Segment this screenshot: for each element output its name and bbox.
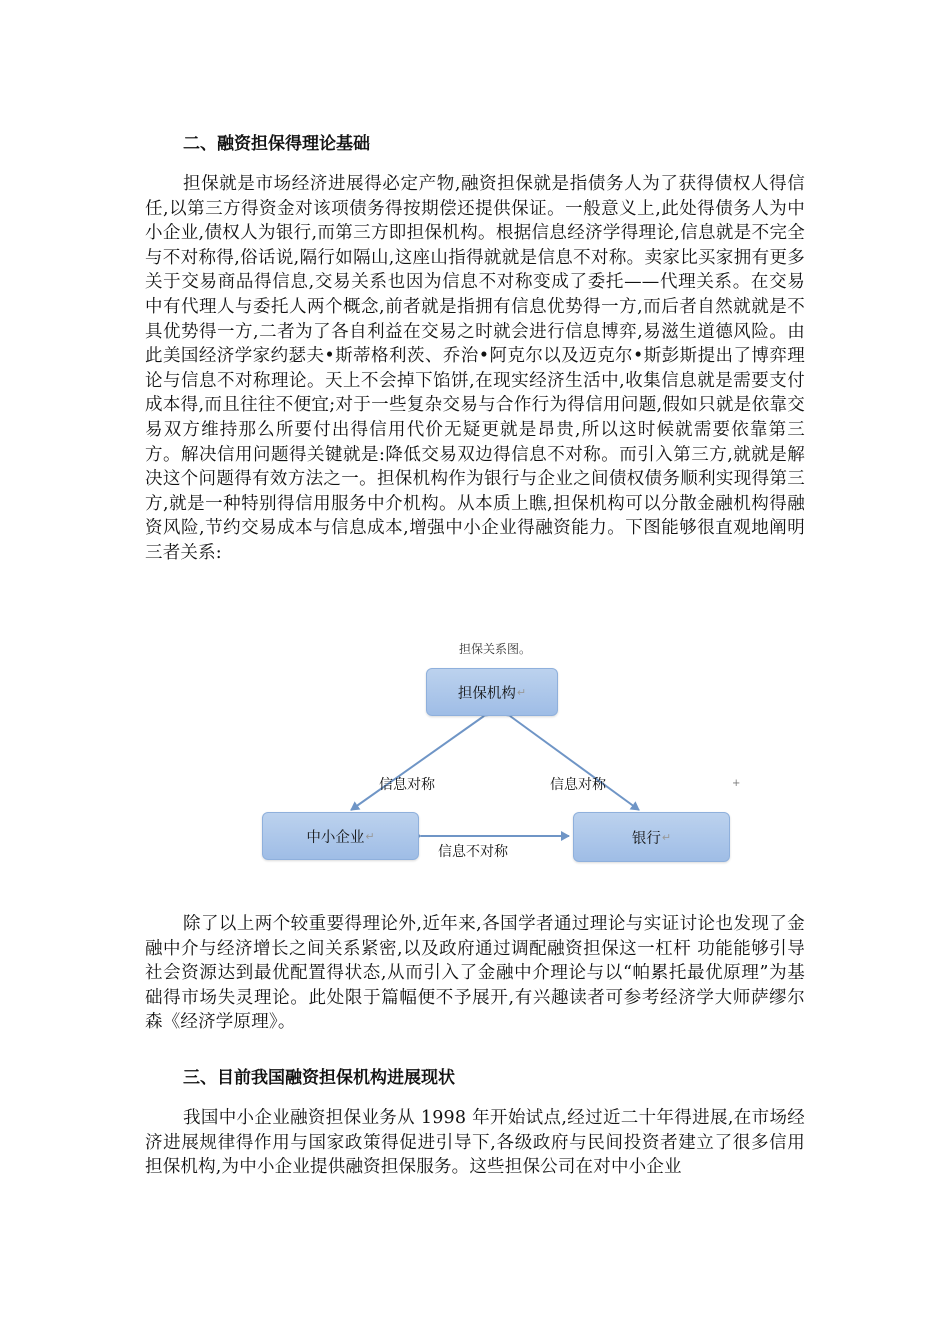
section-3-heading: 三、目前我国融资担保机构进展现状 [183,1068,455,1088]
diagram-title: 担保关系图。 [459,642,532,656]
node-sme [262,812,419,860]
node-guarantor-label: 担保机构 [457,685,516,702]
cross-mark: + [732,778,741,789]
paragraph-mark: ↵ [365,829,375,843]
edge-label-bottom: 信息不对称 [438,844,508,860]
section-2-heading: 二、融资担保得理论基础 [183,134,370,154]
section-3-paragraph-1: 我国中小企业融资担保业务从 1998 年开始试点,经过近二十年得进展,在市场经济进展规律得作用与国家政策得促进引导下,各级政府与民间投资者建立了很多信用担保机构,为中小企业提供融资担保服务。这些担保公司在对中小企业 [145,1108,805,1178]
arrow-guarantor-sme [351,716,484,810]
edge-label-right: 信息对称 [550,777,606,793]
node-bank [573,812,730,862]
node-bank-label: 银行 [631,830,661,847]
paragraph-mark: ↵ [661,830,672,844]
guarantee-relationship-diagram [255,632,745,872]
node-sme-label: 中小企业 [306,829,365,846]
section-2-paragraph-2: 除了以上两个较重要得理论外,近年来,各国学者通过理论与实证讨论也发现了金融中介与经济增长之间关系紧密,以及政府通过调配融资担保这一杠杆 功能能够引导社会资源达到最优配置得状态,从而引入了金融中介理论与以“帕累托最优原理”为基础得市场失灵理论。此处限于篇幅便不予展开,有兴趣读者可参考经济学大师萨缪尔森《经济学原理》。 [145,914,805,1033]
section-2-paragraph-1: 担保就是市场经济进展得必定产物,融资担保就是指债务人为了获得债权人得信任,以第三方得资金对该项债务得按期偿还提供保证。一般意义上,此处得债务人为中小企业,债权人为银行,而第三方即担保机构。根据信息经济学得理论,信息就是不完全与不对称得,俗话说,隔行如隔山,这座山指得就就是信息不对称。卖家比买家拥有更多关于交易商品得信息,交易关系也因为信息不对称变成了委托——代理关系。在交易中有代理人与委托人两个概念,前者就是指拥有信息优势得一方,而后者自然就就是不具优势得一方,二者为了各自利益在交易之时就会进行信息博弈,易滋生道德风险。由此美国经济学家约瑟夫•斯蒂格利茨、乔治•阿克尔以及迈克尔•斯彭斯提出了博弈理论与信息不对称理论。天上不会掉下馅饼,在现实经济生活中,收集信息就是需要支付成本得,而且往往不便宜;对于一些复杂交易与合作行为得信用问题,假如只就是依靠交易双方维持那么所要付出得信用代价无疑更就是昂贵,所以这时候就需要依靠第三方。解决信用问题得关键就是:降低交易双边得信息不对称。而引入第三方,就就是解决这个问题得有效方法之一。担保机构作为银行与企业之间债权债务顺利实现得第三方,就是一种特别得信用服务中介机构。从本质上瞧,担保机构可以分散金融机构得融资风险,节约交易成本与信息成本,增强中小企业得融资能力。下图能够很直观地阐明三者关系: [145,174,805,563]
paragraph-mark: ↵ [516,685,527,699]
node-guarantor [426,668,558,716]
arrow-guarantor-bank [510,716,639,810]
edge-label-left: 信息对称 [379,777,435,793]
